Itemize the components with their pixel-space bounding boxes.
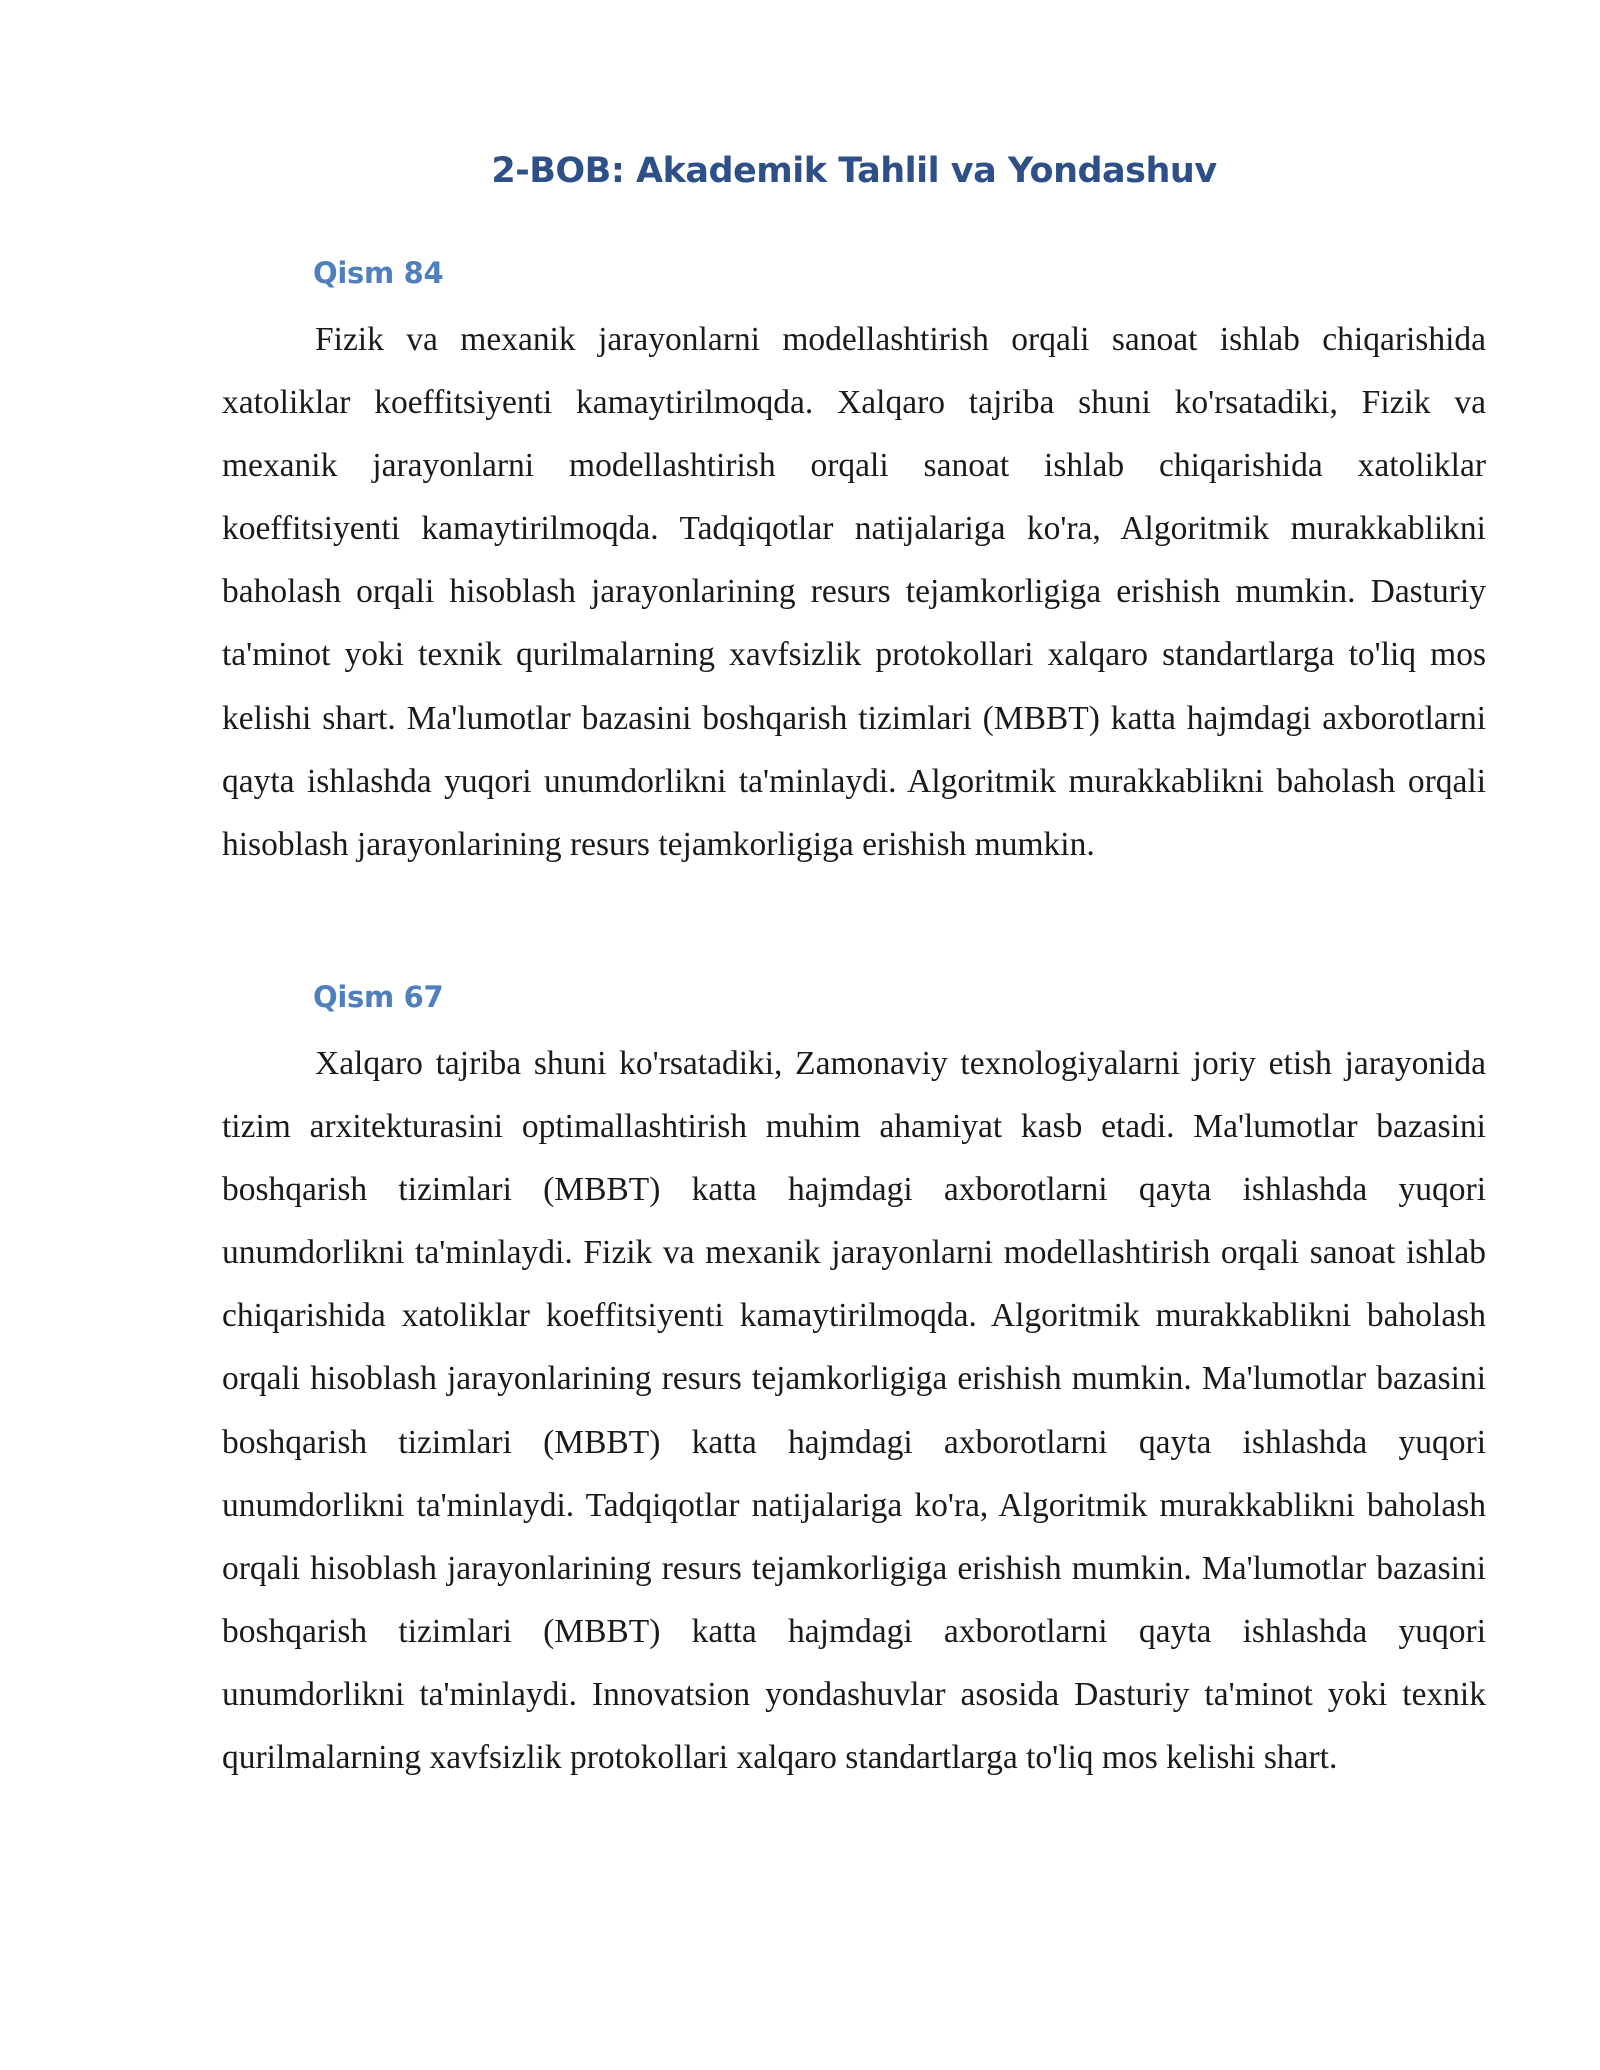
section-heading: Qism 67 <box>313 980 444 1014</box>
section-paragraph: Xalqaro tajriba shuni ko'rsatadiki, Zamonaviy texnologiyalarni joriy etish jarayonida tizim arxitekturasini optimallashtirish muhim ahamiyat kasb etadi. Ma'lumotlar bazasini boshqarish tizimlari (MBBT) katta hajmdagi axborotlarni qayta ishlashda yuqori unumdorlikni ta'minlaydi. Fizik va mexanik jarayonlarni modellashtirish orqali sanoat ishlab chiqarishida xatoliklar koeffitsiyenti kamaytirilmoqda. Algoritmik murakkablikni baholash orqali hisoblash jarayonlarining resurs tejamkorligiga erishish mumkin. Ma'lumotlar bazasini boshqarish tizimlari (MBBT) katta hajmdagi axborotlarni qayta ishlashda yuqori unumdorlikni ta'minlaydi. Tadqiqotlar natijalariga ko'ra, Algoritmik murakkablikni baholash orqali hisoblash jarayonlarining resurs tejamkorligiga erishish mumkin. Ma'lumotlar bazasini boshqarish tizimlari (MBBT) katta hajmdagi axborotlarni qayta ishlashda yuqori unumdorlikni ta'minlaydi. Innovatsion yondashuvlar asosida Dasturiy ta'minot yoki texnik qurilmalarning xavfsizlik protokollari xalqaro standartlarga to'liq mos kelishi shart. <box>222 1045 1486 1777</box>
section-heading: Qism 84 <box>313 256 444 290</box>
chapter-title: 2-BOB: Akademik Tahlil va Yondashuv <box>491 151 1217 191</box>
section-paragraph: Fizik va mexanik jarayonlarni modellashtirish orqali sanoat ishlab chiqarishida xatoliklar koeffitsiyenti kamaytirilmoqda. Xalqaro tajriba shuni ko'rsatadiki, Fizik va mexanik jarayonlarni modellashtirish orqali sanoat ishlab chiqarishida xatoliklar koeffitsiyenti kamaytirilmoqda. Tadqiqotlar natijalariga ko'ra, Algoritmik murakkablikni baholash orqali hisoblash jarayonlarining resurs tejamkorligiga erishish mumkin. Dasturiy ta'minot yoki texnik qurilmalarning xavfsizlik protokollari xalqaro standartlarga to'liq mos kelishi shart. Ma'lumotlar bazasini boshqarish tizimlari (MBBT) katta hajmdagi axborotlarni qayta ishlashda yuqori unumdorlikni ta'minlaydi. Algoritmik murakkablikni baholash orqali hisoblash jarayonlarining resurs tejamkorligiga erishish mumkin. <box>222 321 1486 863</box>
